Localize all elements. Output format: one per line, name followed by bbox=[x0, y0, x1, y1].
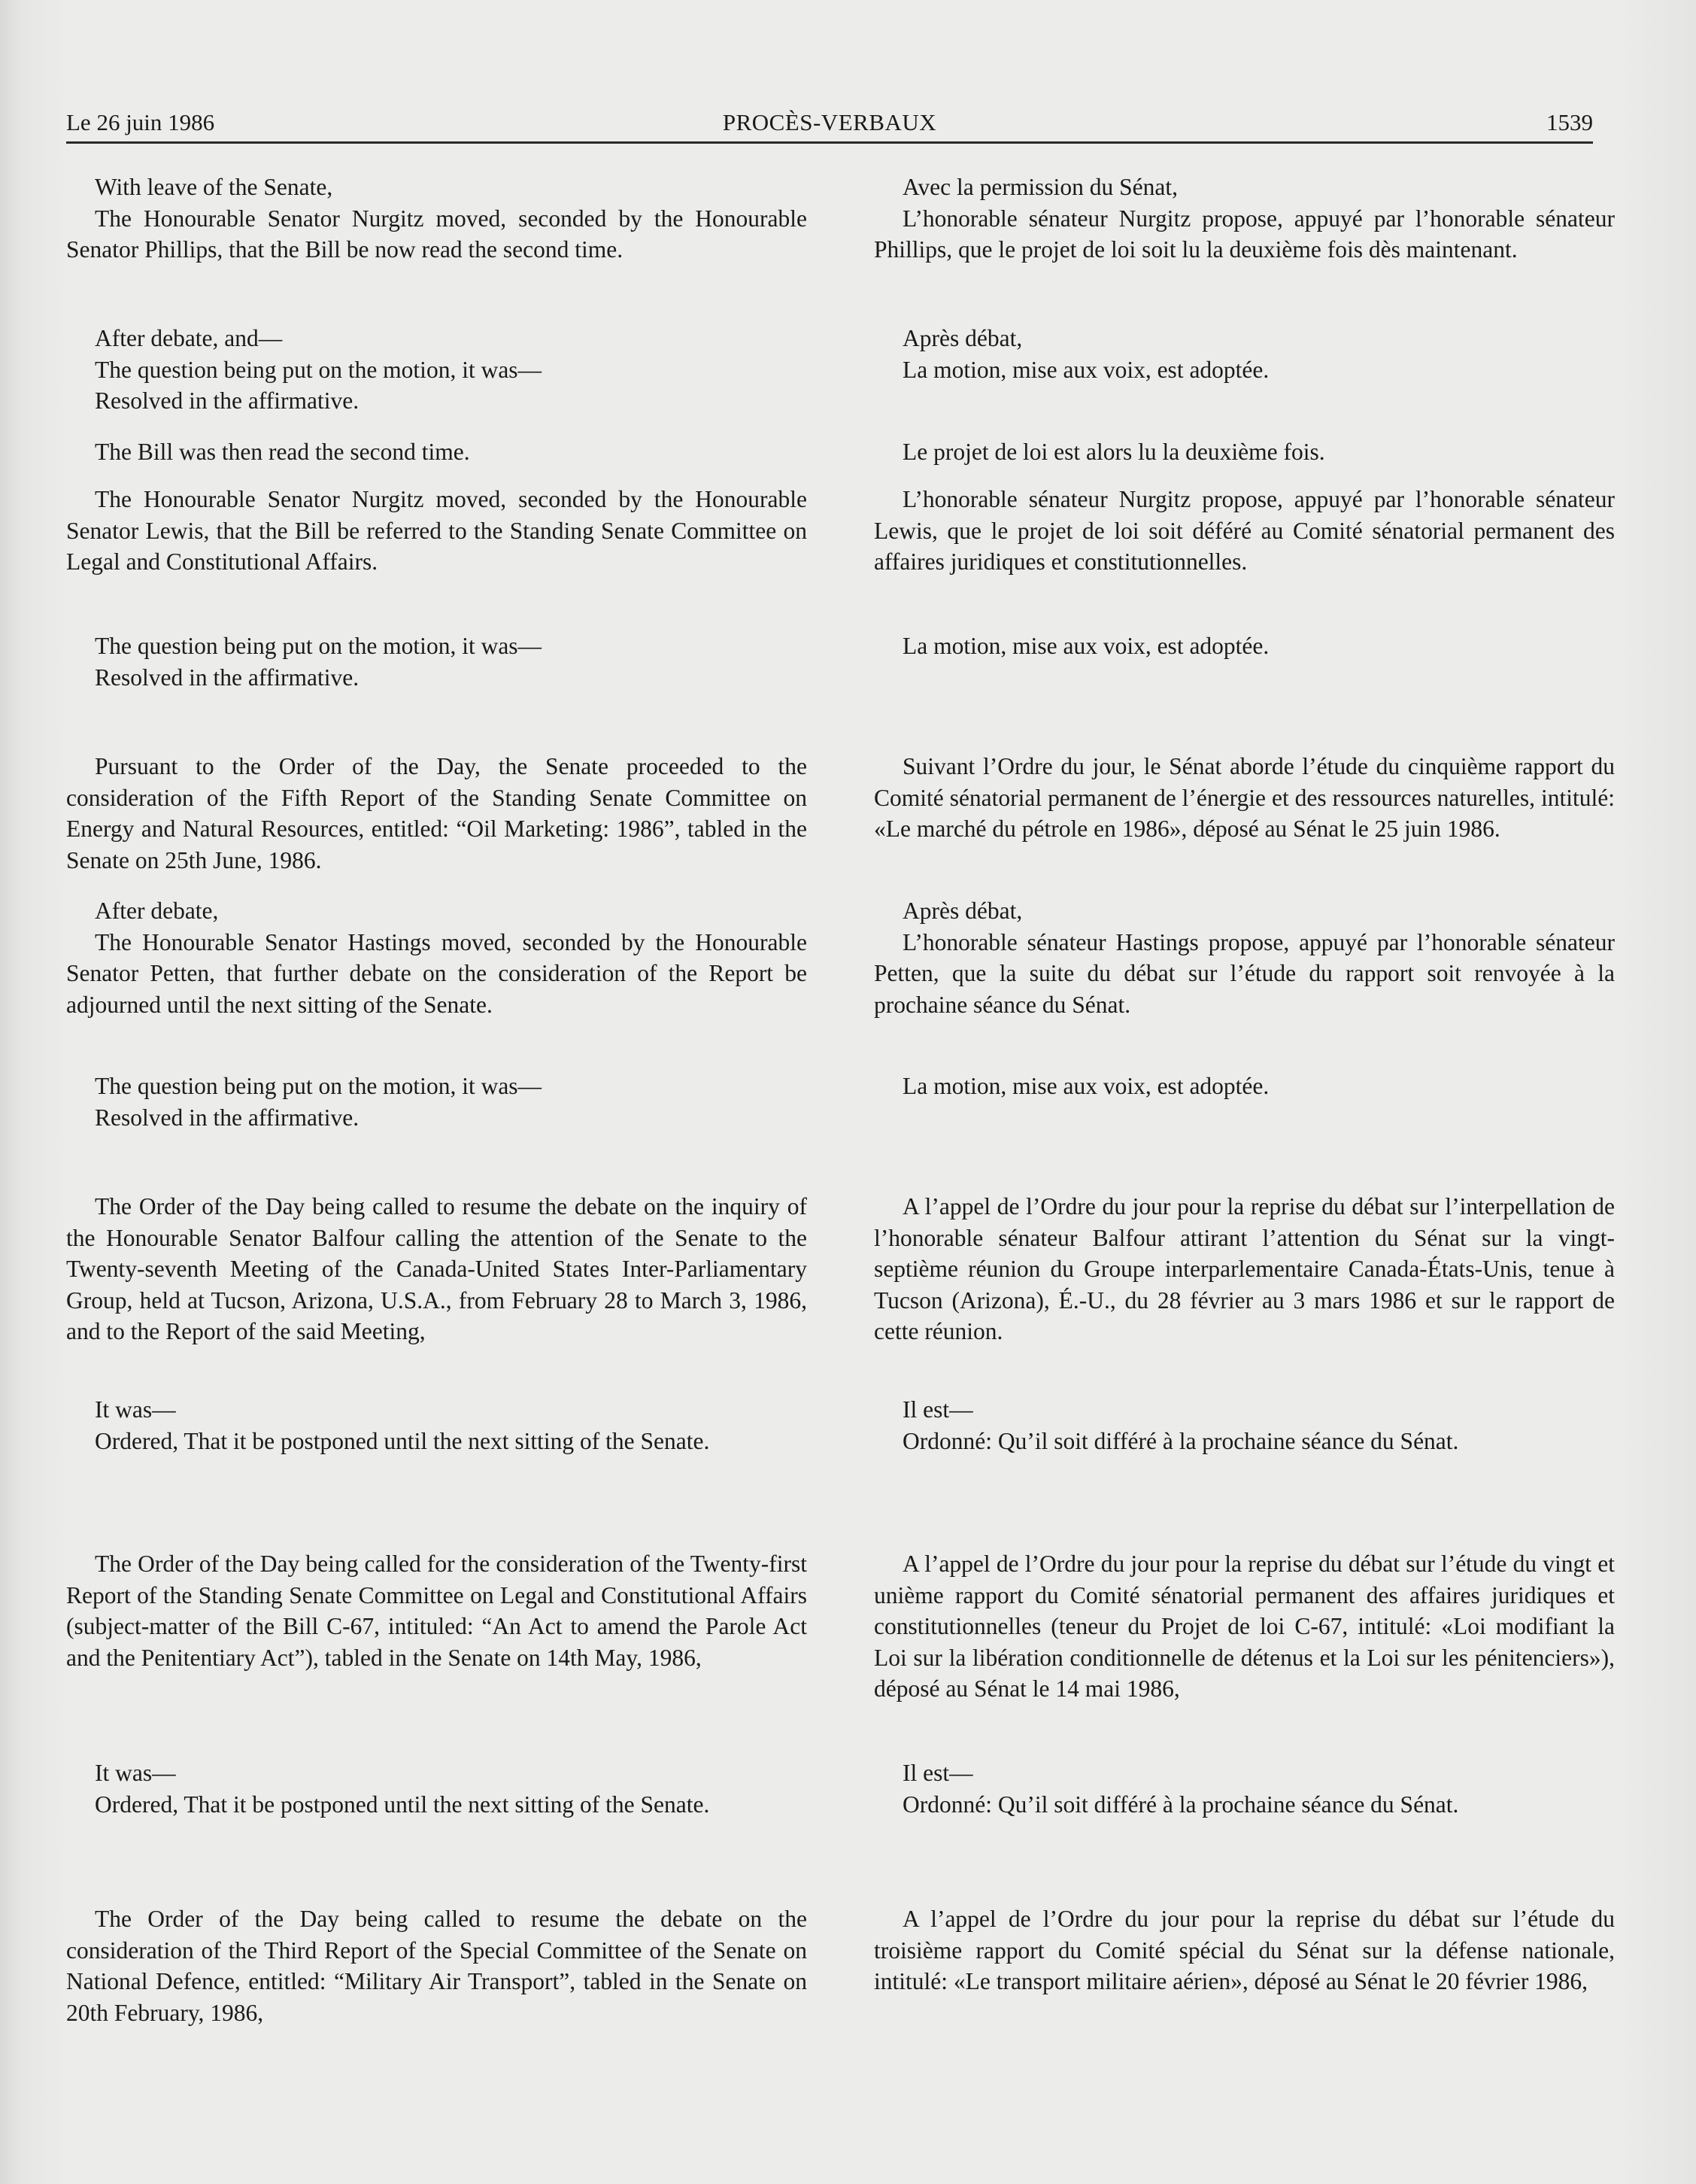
paragraph-motion-hastings bbox=[874, 895, 1615, 1020]
text-line: Après débat, bbox=[903, 898, 1023, 924]
text-line: Pursuant to the Order of the Day, the Senate proceeded to the consideration of the Fifth Report of the Standing Senate Committee on Energy and Natural Resources, entitled: “Oil Marketing: 1986”, tabled in the Senate on 25th June, 1986. bbox=[66, 753, 807, 873]
text-line: Resolved in the affirmative. bbox=[95, 1104, 360, 1131]
text-line: The Honourable Senator Nurgitz moved, seconded by the Honourable Senator Lewis, that the Bill be referred to the Standing Senate Committee on Legal and Constitutional Affairs. bbox=[66, 486, 807, 575]
text-line: Après débat, bbox=[903, 325, 1023, 351]
paragraph-hastings-motion bbox=[66, 895, 807, 1020]
text-line: It was— bbox=[95, 1396, 176, 1423]
paragraph-deuxieme-lecture bbox=[874, 436, 1615, 468]
paragraph-question-put-2 bbox=[66, 1071, 807, 1133]
text-line: The Honourable Senator Nurgitz moved, seconded by the Honourable Senator Phillips, that the Bill be now read the second time. bbox=[66, 205, 807, 263]
paragraph-motion-adoptee bbox=[874, 630, 1615, 662]
text-line: Resolved in the affirmative. bbox=[95, 664, 360, 691]
text-line: The Honourable Senator Hastings moved, seconded by the Honourable Senator Petten, that further debate on the consideration of the Report be adjourned until the next sitting of the Senate. bbox=[66, 928, 807, 1018]
text-line: The question being put on the motion, it was— bbox=[95, 1073, 542, 1099]
text-line: The Bill was then read the second time. bbox=[95, 439, 470, 465]
running-header bbox=[66, 104, 1593, 141]
paragraph-interpellation-balfour bbox=[874, 1191, 1615, 1347]
text-line: L’honorable sénateur Nurgitz propose, appuyé par l’honorable sénateur Lewis, que le projet de loi soit déféré au Comité sénatorial permanent des affaires juridiques et constitutionnelles. bbox=[874, 486, 1615, 575]
text-line: The Order of the Day being called for the consideration of the Twenty-first Report of the Standing Senate Committee on Legal and Constitutional Affairs (subject-matter of the Bill C-67, intituled: “An Act to amend the Parole Act and the Penitentiary Act”), tabled in the Senate on 14th May, 1986, bbox=[66, 1551, 807, 1671]
paragraph-third-report bbox=[66, 1903, 807, 2028]
paragraph-after-debate bbox=[66, 323, 807, 417]
text-line: A l’appel de l’Ordre du jour pour la reprise du débat sur l’interpellation de l’honorable sénateur Balfour attirant l’attention du Sénat sur la vingt-septième réunion du Groupe interparlementaire Canada-États-Unis, tenue à Tucson (Arizona), É.-U., du 28 février au 3 mars 1986 et sur le rapport de cette réunion. bbox=[874, 1193, 1615, 1344]
text-line: Suivant l’Ordre du jour, le Sénat aborde l’étude du cinquième rapport du Comité sénatorial permanent de l’énergie et des ressources naturelles, intitulé: «Le marché du pétrole en 1986», déposé au Sénat le 25 juin 1986. bbox=[874, 753, 1615, 842]
text-line: After debate, bbox=[95, 898, 219, 924]
text-line: Il est— bbox=[903, 1760, 973, 1786]
paragraph-referral-motion bbox=[66, 484, 807, 578]
paragraph-postponed-2 bbox=[66, 1757, 807, 1820]
paragraph-fifth-report bbox=[66, 751, 807, 876]
text-line: It was— bbox=[95, 1760, 176, 1786]
paragraph-question-put bbox=[66, 630, 807, 693]
paragraph-apres-debat bbox=[874, 323, 1615, 385]
text-line: Ordered, That it be postponed until the next sitting of the Senate. bbox=[95, 1427, 710, 1454]
text-line: The Order of the Day being called to resume the debate on the inquiry of the Honourable Senator Balfour calling the attention of the Senate to the Twenty-seventh Meeting of the Canada-United States Inter-Parliamentary Group, held at Tucson, Arizona, U.S.A., from February 28 to March 3, 1986, and to the Report of the said Meeting, bbox=[66, 1193, 807, 1344]
text-line: Ordered, That it be postponed until the next sitting of the Senate. bbox=[95, 1791, 710, 1818]
text-line: A l’appel de l’Ordre du jour pour la reprise du débat sur l’étude du troisième rapport du Comité spécial du Sénat sur la défense nationale, intitulé: «Le transport militaire aérien», déposé au Sénat le 20 février 1986, bbox=[874, 1906, 1615, 1994]
paragraph-leave bbox=[66, 172, 807, 266]
paragraph-cinquieme-rapport bbox=[874, 751, 1615, 845]
paragraph-differe bbox=[874, 1394, 1615, 1457]
text-line: Le projet de loi est alors lu la deuxième fois. bbox=[903, 439, 1325, 465]
text-line: Il est— bbox=[903, 1396, 973, 1423]
text-line: Ordonné: Qu’il soit différé à la prochaine séance du Sénat. bbox=[903, 1427, 1459, 1454]
text-line: Ordonné: Qu’il soit différé à la prochaine séance du Sénat. bbox=[903, 1791, 1459, 1818]
text-line: L’honorable sénateur Nurgitz propose, appuyé par l’honorable sénateur Phillips, que le projet de loi soit lu la deuxième fois dès maintenant. bbox=[874, 205, 1615, 263]
text-line: After debate, and— bbox=[95, 325, 283, 351]
text-line: With leave of the Senate, bbox=[95, 174, 333, 200]
header-date: Le 26 juin 1986 bbox=[66, 109, 215, 135]
text-line: Resolved in the affirmative. bbox=[95, 387, 360, 414]
paragraph-permission bbox=[874, 172, 1615, 266]
paragraph-postponed bbox=[66, 1394, 807, 1457]
page-number: 1539 bbox=[1546, 109, 1593, 135]
paragraph-vingt-et-unieme-rapport bbox=[874, 1548, 1615, 1705]
header-title: PROCÈS-VERBAUX bbox=[722, 109, 937, 135]
text-line: La motion, mise aux voix, est adoptée. bbox=[903, 356, 1270, 383]
text-line: The question being put on the motion, it was— bbox=[95, 356, 542, 383]
paragraph-balfour-inquiry bbox=[66, 1191, 807, 1347]
text-line: La motion, mise aux voix, est adoptée. bbox=[903, 633, 1270, 659]
header-rule bbox=[66, 141, 1593, 144]
paragraph-motion-adoptee-2 bbox=[874, 1071, 1615, 1102]
text-line: The question being put on the motion, it was— bbox=[95, 633, 542, 659]
paragraph-renvoi-comite bbox=[874, 484, 1615, 578]
text-line: The Order of the Day being called to resume the debate on the consideration of the Third Report of the Special Committee of the Senate on National Defence, entitled: “Military Air Transport”, tabled in the Senate on 20th February, 1986, bbox=[66, 1906, 807, 2026]
text-line: L’honorable sénateur Hastings propose, appuyé par l’honorable sénateur Petten, que la suite du débat sur l’étude du rapport soit renvoyée à la prochaine séance du Sénat. bbox=[874, 928, 1615, 1018]
paragraph-differe-2 bbox=[874, 1757, 1615, 1820]
paragraph-second-reading bbox=[66, 436, 807, 468]
text-line: Avec la permission du Sénat, bbox=[903, 174, 1178, 200]
paragraph-twenty-first-report bbox=[66, 1548, 807, 1673]
paragraph-troisieme-rapport bbox=[874, 1903, 1615, 1997]
text-line: La motion, mise aux voix, est adoptée. bbox=[903, 1073, 1270, 1099]
text-line: A l’appel de l’Ordre du jour pour la reprise du débat sur l’étude du vingt et unième rapport du Comité sénatorial permanent des affaires juridiques et constitutionnelles (teneur du Projet de loi C-67, intitulé: «Loi modifiant la Loi sur la libération conditionnelle de détenus et la Loi sur les pénitenciers»), déposé au Sénat le 14 mai 1986, bbox=[874, 1551, 1615, 1702]
